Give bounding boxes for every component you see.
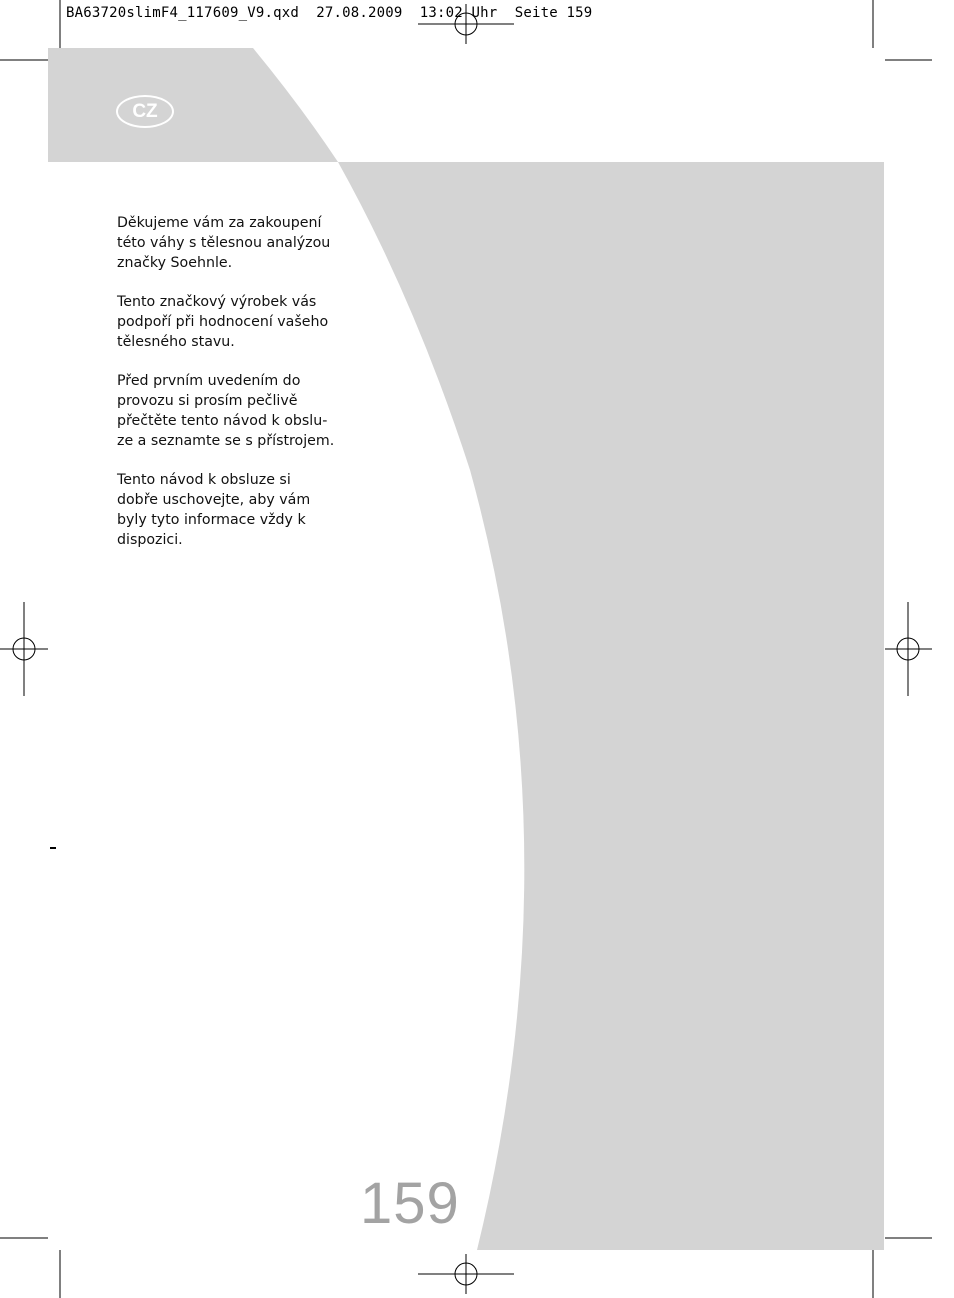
page-number: 159 <box>360 1171 460 1236</box>
print-slug-line: BA63720slimF4_117609_V9.qxd 27.08.2009 13:02 Uhr Seite 159 <box>66 5 593 21</box>
intro-text <box>117 214 357 570</box>
paragraph-3: Před prvním uvedením do provozu si prosím pečlivě přečtěte tento návod k obslu- ze a seznamte se s přístrojem. <box>117 373 335 449</box>
paragraph-1: Děkujeme vám za zakoupení této váhy s tělesnou analýzou značky Soehnle. <box>117 215 331 271</box>
language-badge: CZ <box>116 95 174 128</box>
paragraph-4: Tento návod k obsluze si dobře uschovejte, aby vám byly tyto informace vždy k dispozici. <box>117 472 311 548</box>
paragraph-2: Tento značkový výrobek vás podpoří při hodnocení vašeho tělesného stavu. <box>117 294 329 350</box>
